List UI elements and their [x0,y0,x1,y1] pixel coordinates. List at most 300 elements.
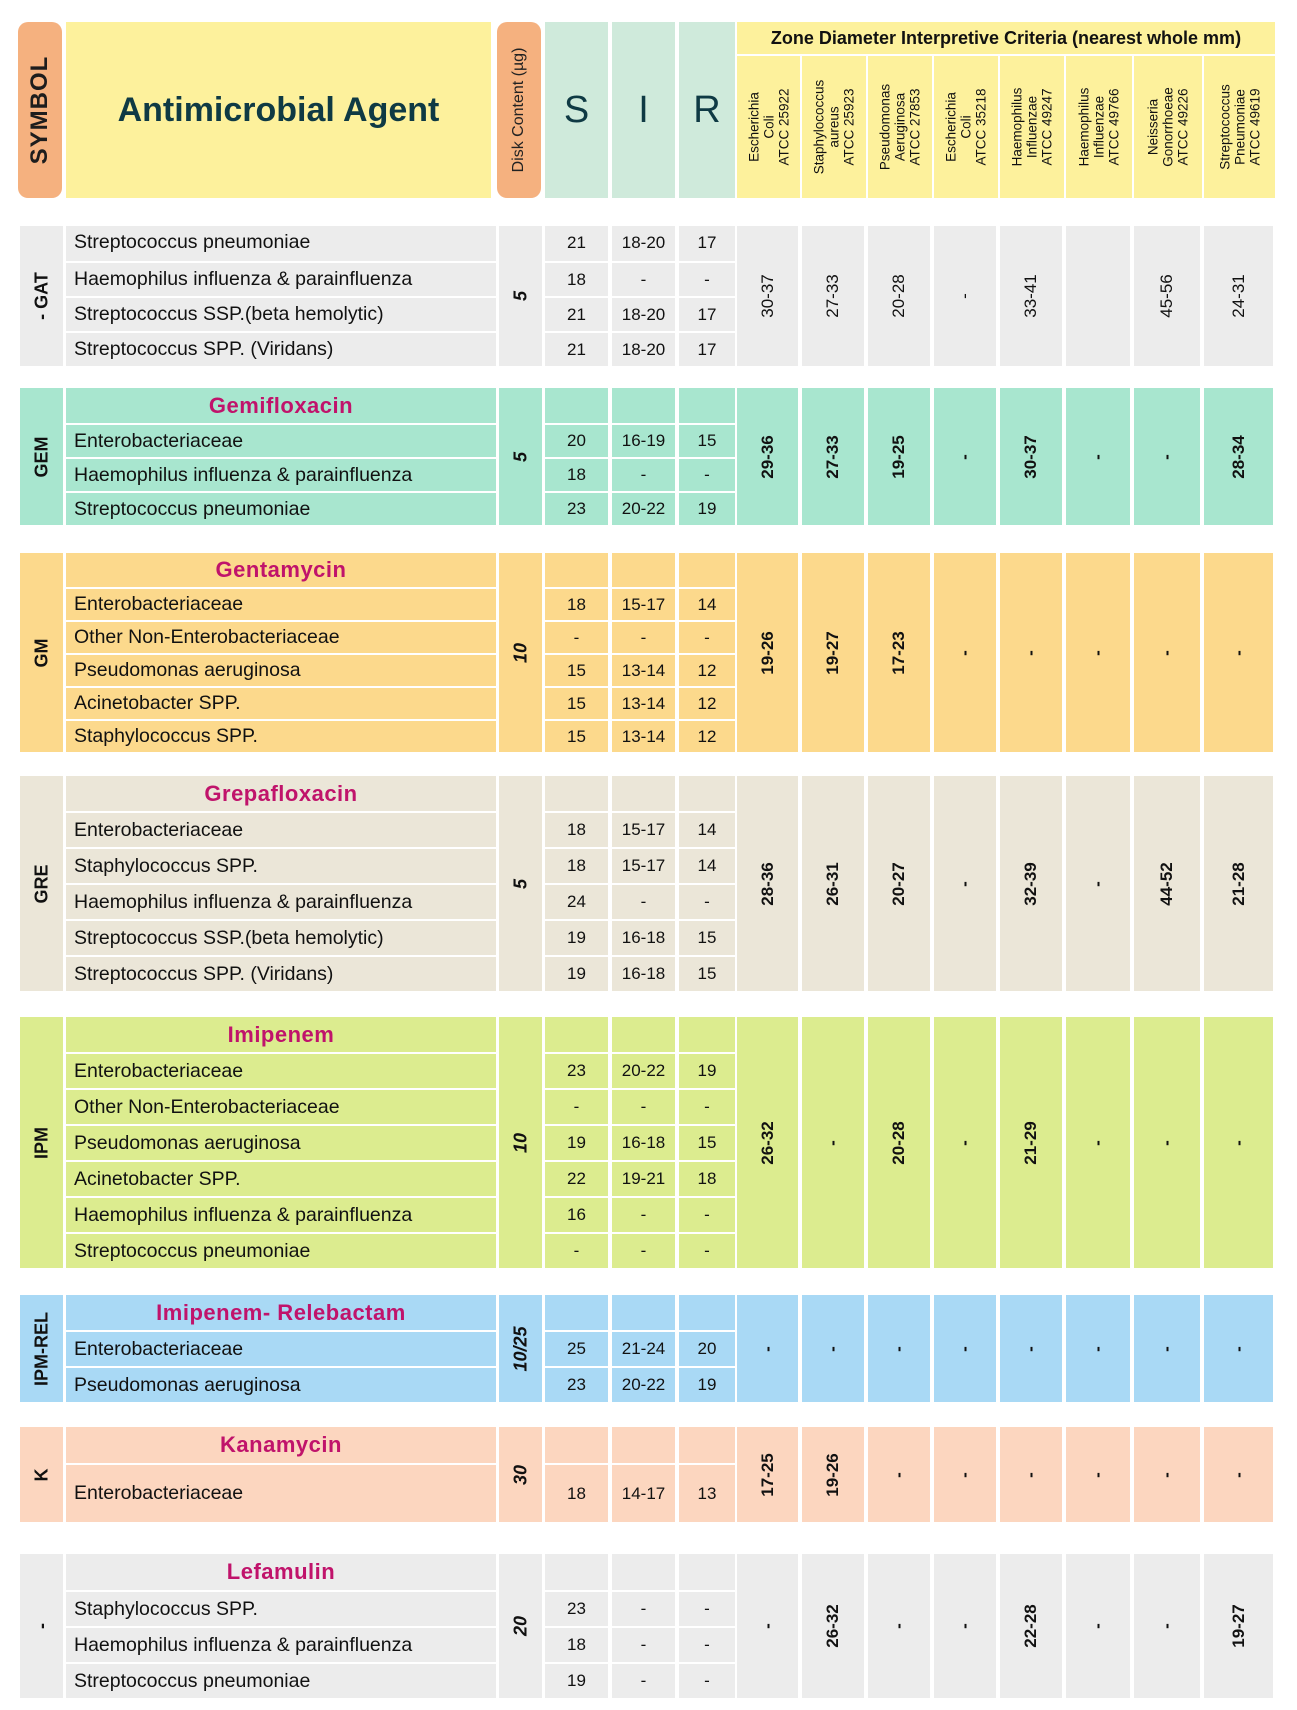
zone-cell-4 [934,1017,996,1268]
i-value: 20-22 [612,1052,675,1088]
i-value: 20-22 [612,491,675,525]
zone-value: 19-27 [1228,1604,1248,1648]
organism-name: Streptococcus SPP. (Viridans) [74,338,334,360]
zone-cell-3 [868,388,930,525]
zone-cell-1 [737,388,798,525]
disk-content-value: 5 [510,290,530,302]
zone-value: 22-28 [1021,1604,1040,1648]
i-value: 18-20 [612,331,675,366]
disk-content-value: 5 [510,878,530,889]
organism-header-line: Influenzae [1024,95,1040,159]
organism-name: Streptococcus pneumoniae [74,1240,311,1262]
section-k [20,1427,1275,1522]
zone-value: - [1228,1345,1248,1352]
table-row [66,1160,496,1196]
zone-value: 29-36 [757,434,777,479]
s-value: 15 [545,653,608,686]
i-value: 18-20 [612,296,675,331]
organism-header-line: Pseudomonas [877,83,893,171]
organism-header-5 [1000,56,1064,198]
s-value: 19 [545,1662,608,1698]
zone-cell-1 [737,553,798,752]
organism-header-label [1146,87,1191,167]
s-header-label: S [563,88,590,131]
organism-name: Enterobacteriaceae [74,819,244,841]
zone-cell-8 [1204,1427,1273,1522]
zone-value: - [889,1345,908,1352]
table-row [66,1196,496,1232]
r-value: 19 [679,491,735,525]
zone-value: - [1228,1471,1248,1478]
zone-cell-5 [1000,226,1062,366]
table-row [66,261,496,296]
organism-name: Acinetobacter SPP. [74,692,241,714]
organism-header-4 [934,56,998,198]
zone-cell-6 [1066,1427,1130,1522]
zone-cell-2 [802,1295,864,1402]
table-row [66,1626,496,1662]
s-value: 18 [545,847,608,883]
zone-value: - [955,1345,974,1352]
zone-cell-4 [934,388,996,525]
r-value: 17 [697,233,717,252]
organism-header-label [1217,84,1262,170]
zone-cell-5 [1000,388,1062,525]
i-value: 18-20 [621,233,666,252]
zone-cell-8 [1204,553,1273,752]
table-row [66,1330,496,1366]
table-row [66,811,496,847]
table-row [66,1052,496,1088]
r-value: 12 [679,719,735,752]
s-value: 18 [545,1463,608,1522]
symbol-header [18,22,62,198]
i-value: - [612,1232,675,1268]
zone-cell-4 [934,776,996,991]
zone-cell-2 [802,1554,864,1698]
organism-header-label [878,84,923,170]
r-value: 19 [679,1052,735,1088]
organism-header-6 [1066,56,1132,198]
organism-name: Pseudomonas aeruginosa [74,1374,301,1396]
r-value: - [679,883,735,919]
zone-cell-2 [802,553,864,752]
r-value: 15 [679,919,735,955]
zone-value: 20-28 [889,274,908,318]
zone-value: - [1228,649,1248,656]
zone-value: - [1228,1139,1248,1146]
i-value: 13-14 [612,686,675,719]
r-value: - [679,457,735,491]
agent-header [66,22,491,198]
zone-value: - [823,1139,842,1146]
i-value: 19-21 [612,1160,675,1196]
s-value: 18 [545,457,608,491]
symbol-header-label: SYMBOL [26,55,53,165]
table-row [66,653,496,686]
organism-header-line: Streptococcus [1217,84,1232,170]
symbol-cell [20,1427,63,1522]
disk-content-value: 5 [510,451,530,462]
zone-cell-3 [868,1295,930,1402]
zone-value: 28-36 [757,861,777,906]
organism-header-line: ATCC 27853 [907,88,923,166]
disk-content-cell [499,226,542,366]
zone-value: 21-29 [1021,1120,1040,1165]
r-value: 12 [679,653,735,686]
organism-header-line: ATCC 49226 [1175,88,1191,166]
zone-cell-1 [737,1017,798,1268]
organism-header-line: Coli [958,115,974,139]
r-value: - [679,1232,735,1268]
zone-value: - [1157,649,1176,656]
i-value: 14-17 [612,1463,675,1522]
organism-header-label [1010,88,1055,167]
zone-value: 45-56 [1157,274,1176,318]
s-value: - [545,1088,608,1124]
s-value: 19 [545,1124,608,1160]
i-value: 20-22 [612,1366,675,1402]
agent-name: Imipenem- Relebactam [156,1300,406,1325]
zone-value: - [1157,1345,1176,1352]
organism-header-3 [868,56,932,198]
r-value: - [679,1088,735,1124]
symbol-cell [20,553,63,752]
table-row [66,226,496,261]
zone-value: - [1088,880,1107,887]
zone-cell-8 [1204,1295,1273,1402]
zone-cell-7 [1134,1427,1200,1522]
zone-value: - [1088,1345,1107,1352]
zone-value: - [1157,1471,1176,1478]
zone-cell-8 [1204,226,1273,366]
zone-value: - [955,649,974,656]
zone-cell-2 [802,388,864,525]
disk-content-cell [499,553,542,752]
r-value: 13 [679,1463,735,1522]
organism-name: Enterobacteriaceae [74,430,244,452]
i-value: - [612,1088,675,1124]
zone-value: 19-25 [889,434,908,479]
table-row [66,919,496,955]
organism-name: Streptococcus pneumoniae [74,231,311,253]
s-value: 24 [545,883,608,919]
i-value: - [612,457,675,491]
zone-value: - [889,1623,908,1629]
r-value: 15 [679,955,735,991]
zone-value: - [757,1623,777,1629]
s-value: 19 [545,919,608,955]
organism-header-line: Gonorrhoeae [1160,87,1176,167]
symbol-cell [20,1295,63,1402]
zone-value: 19-26 [757,630,777,675]
s-value: 23 [545,1590,608,1626]
organism-header-2 [802,56,866,198]
zone-cell-6 [1066,553,1130,752]
agent-header-label: Antimicrobial Agent [117,90,440,129]
zone-value: - [1157,1623,1176,1629]
s-value: 21 [545,296,608,331]
zone-value: - [1088,1471,1107,1478]
disk-content-value: 20 [510,1615,530,1637]
zone-cell-1 [737,1427,798,1522]
organism-header-line: aureus [826,106,842,148]
zone-cell-3 [868,776,930,991]
symbol-label: GM [31,638,51,667]
zone-value: 21-28 [1228,861,1248,906]
zone-cell-1 [737,1554,798,1698]
section-gat [20,226,1275,366]
i-value: - [612,1590,675,1626]
disk-content-cell [499,388,542,525]
table-row [66,1463,496,1522]
zone-cell-1 [737,226,798,366]
r-header-label: R [693,88,721,131]
zone-cell-7 [1134,553,1200,752]
zone-value: 44-52 [1157,861,1176,906]
disk-content-cell [499,1295,542,1402]
zone-value: - [1088,453,1107,460]
zone-value: 32-39 [1021,861,1040,906]
disk-content-header-label: Disk Content (µg) [510,47,527,173]
agent-name: Lefamulin [226,1559,336,1584]
zone-value: - [1157,453,1176,460]
organism-name: Pseudomonas aeruginosa [74,1132,301,1154]
organism-header-label [812,80,857,175]
disk-content-value: 10 [510,1132,530,1153]
zone-value: 27-33 [823,434,842,479]
organism-name: Enterobacteriaceae [74,1060,244,1082]
r-value: 17 [679,296,735,331]
r-value: 18 [679,1160,735,1196]
organism-header-line: Neisseria [1145,98,1161,156]
i-value: 16-18 [612,1124,675,1160]
disk-content-cell [499,1427,542,1522]
disk-content-cell [499,776,542,991]
organism-header-line: Escherichia [746,92,761,162]
table-row [66,1366,496,1402]
s-value: 15 [545,719,608,752]
zone-cell-7 [1134,776,1200,991]
i-value: 16-19 [612,423,675,457]
zone-cell-4 [934,1427,996,1522]
i-value: - [612,1626,675,1662]
table-row [66,423,496,457]
organism-header-line: Aeruginosa [892,92,908,162]
table-row [66,587,496,620]
s-value: 20 [545,423,608,457]
r-value: 15 [679,1124,735,1160]
table-row [66,686,496,719]
organism-header-label [1077,88,1122,167]
zone-cell-2 [802,776,864,991]
zone-value: - [823,1345,842,1352]
organism-header-line: Haemophilus [1009,87,1025,167]
zone-value: 26-32 [757,1120,777,1165]
agent-name: Imipenem [227,1022,335,1047]
table-row [66,1088,496,1124]
organism-header-line: Pneumoniae [1232,89,1247,165]
zone-value: - [1021,1345,1040,1352]
organism-name: Streptococcus SSP.(beta hemolytic) [74,927,384,949]
agent-name: Gemifloxacin [208,393,354,418]
r-value: 12 [679,686,735,719]
zone-value: - [757,1345,777,1352]
zone-cell-5 [1000,1017,1062,1268]
organism-name: Haemophilus influenza & parainfluenza [74,1634,413,1656]
zone-value: - [955,1139,974,1146]
organism-header-line: Staphylococcus [811,79,827,175]
symbol-label: K [31,1468,51,1481]
r-value: 14 [679,811,735,847]
zone-value: - [955,880,974,887]
zone-cell-2 [802,226,864,366]
symbol-cell [20,1017,63,1268]
symbol-label: IPM [31,1126,51,1159]
table-row [66,296,496,331]
zone-value: - [955,453,974,460]
symbol-cell [20,388,63,525]
i-value: 15-17 [612,811,675,847]
organism-name: Streptococcus SSP.(beta hemolytic) [74,303,384,325]
i-header-label: I [638,88,649,131]
r-value: 20 [679,1330,735,1366]
r-value: - [679,1196,735,1232]
section-ipm [20,1017,1275,1268]
table-row [66,491,496,525]
table-row [66,1232,496,1268]
zone-cell-6 [1066,1554,1130,1698]
table-row [66,620,496,653]
zone-value: - [1021,649,1040,656]
s-value: 23 [545,1052,608,1088]
organism-name: Enterobacteriaceae [74,593,244,615]
organism-name: Other Non-Enterobacteriaceae [74,626,340,648]
r-value: 14 [679,587,735,620]
r-value: - [679,620,735,653]
zone-value: 30-37 [757,274,777,318]
zone-cell-5 [1000,553,1062,752]
symbol-cell [20,776,63,991]
section-gem [20,388,1275,525]
organism-header-line: ATCC 25923 [841,88,857,166]
organism-name: Enterobacteriaceae [74,1338,244,1360]
zone-criteria-title: Zone Diameter Interpretive Criteria (nearest whole mm) [737,22,1275,54]
table-row [66,331,496,366]
s-value: 16 [545,1196,608,1232]
zone-cell-7 [1134,1554,1200,1698]
zone-cell-5 [1000,1427,1062,1522]
symbol-cell [20,1554,63,1698]
zone-cell-6 [1066,1017,1130,1268]
zone-cell-5 [1000,1554,1062,1698]
organism-name: Staphylococcus SPP. [74,1598,258,1620]
zone-cell-5 [1000,1295,1062,1402]
organism-name: Pseudomonas aeruginosa [74,659,301,681]
organism-header-line: ATCC 25922 [776,88,791,166]
disk-content-cell [499,1017,542,1268]
zone-cell-1 [737,776,798,991]
zone-value: 30-37 [1021,434,1040,479]
zone-value: 17-23 [889,630,908,675]
agent-name: Gentamycin [215,557,347,582]
zone-cell-6 [1066,776,1130,991]
zone-cell-1 [737,1295,798,1402]
zone-cell-7 [1134,388,1200,525]
s-value: 15 [545,686,608,719]
section-gre [20,776,1275,991]
zone-value: - [1088,1623,1107,1629]
zone-value: - [889,1471,908,1478]
s-value: 23 [545,1366,608,1402]
zone-value: 20-28 [889,1120,908,1165]
table-row [66,955,496,991]
organism-header-7 [1134,56,1202,198]
organism-name: Streptococcus SPP. (Viridans) [74,963,334,985]
i-header [612,22,675,198]
symbol-label: GRE [31,863,51,904]
disk-content-value: 10 [510,642,530,663]
organism-header-8 [1204,56,1275,198]
zone-cell-2 [802,1427,864,1522]
zone-value: 24-31 [1228,274,1248,318]
i-value: 21-24 [612,1330,675,1366]
r-value: 17 [679,331,735,366]
organism-name: Staphylococcus SPP. [74,855,258,877]
r-value: - [679,1626,735,1662]
zone-value: 27-33 [823,274,842,318]
i-value: 16-18 [612,955,675,991]
section-lef [20,1554,1275,1698]
zone-cell-3 [868,1017,930,1268]
zone-value: - [1157,1139,1176,1146]
zone-cell-3 [868,1427,930,1522]
organism-header-label [746,88,791,165]
table-row [66,847,496,883]
s-value: 25 [545,1330,608,1366]
r-value: - [679,1590,735,1626]
organism-name: Acinetobacter SPP. [74,1168,241,1190]
zone-cell-3 [868,1554,930,1698]
i-value: - [612,883,675,919]
organism-name: Haemophilus influenza & parainfluenza [74,464,413,486]
organism-header-line: Haemophilus [1076,87,1092,167]
i-value: 13-14 [612,719,675,752]
s-value: - [545,620,608,653]
organism-name: Enterobacteriaceae [74,1482,244,1504]
zone-cell-4 [934,1295,996,1402]
organism-name: Haemophilus influenza & parainfluenza [74,1204,413,1226]
table-row [66,457,496,491]
table-row [66,1590,496,1626]
table-row [66,1662,496,1698]
zone-cell-3 [868,226,930,366]
i-value: - [612,1196,675,1232]
agent-name: Grepafloxacin [204,781,358,806]
s-value: 21 [567,233,586,252]
section-gm [20,553,1275,752]
disk-content-cell [499,1554,542,1698]
i-value: - [612,620,675,653]
i-value: 15-17 [612,847,675,883]
zone-value: - [955,1623,974,1629]
disk-content-value: 30 [510,1464,530,1485]
disk-content-header [497,22,541,198]
zone-cell-7 [1134,1295,1200,1402]
zone-cell-4 [934,553,996,752]
s-value: - [545,1232,608,1268]
i-value: 15-17 [612,587,675,620]
